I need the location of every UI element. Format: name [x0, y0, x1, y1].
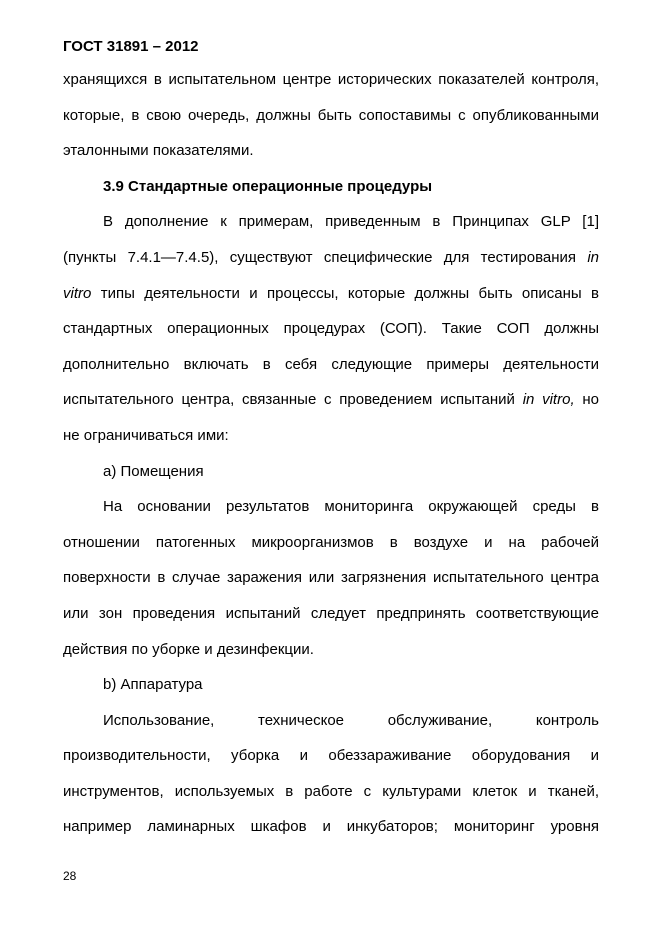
section-heading: 3.9 Стандартные операционные процедуры — [103, 177, 433, 195]
text-line: отношении патогенных микроорганизмов в воздухе и на рабочей — [63, 533, 599, 551]
text-line — [63, 276, 599, 312]
text-line: дополнительно включать в себя следующие примеры деятельности — [63, 355, 599, 373]
text-line — [63, 382, 599, 418]
text-line: которые, в свою очередь, должны быть сопоставимы с опубликованными — [63, 106, 599, 124]
text-line: или зон проведения испытаний следует предпринять соответствующие — [63, 604, 599, 622]
text-span: (пункты 7.4.1—7.4.5), существуют специфические для тестирования — [63, 248, 577, 266]
text-line: Использование, техническое обслуживание, контроль — [103, 711, 599, 729]
text-line: например ламинарных шкафов и инкубаторов; мониторинг уровня — [63, 818, 599, 836]
paragraph-premises — [63, 489, 599, 667]
italic-term: in — [587, 248, 600, 266]
text-line: В дополнение к примерам, приведенным в Принципах GLP [1] — [103, 213, 599, 231]
paragraph-equipment — [63, 703, 599, 845]
italic-term: in vitro, — [522, 391, 575, 409]
text-span: типы деятельности и процессы, которые должны быть описаны в — [100, 284, 600, 302]
text-line: хранящихся в испытательном центре исторических показателей контроля, — [63, 71, 599, 88]
paragraph-sop-intro — [63, 204, 599, 453]
text-line: действия по уборке и дезинфекции. — [63, 640, 314, 658]
page-number: 28 — [63, 869, 77, 883]
text-line: инструментов, используемых в работе с культурами клеток и тканей, — [63, 782, 599, 800]
text-span: испытательного центра, связанные с проведением испытаний — [63, 391, 515, 409]
list-item-a: a) Помещения — [103, 462, 204, 480]
text-line: не ограничиваться ими: — [63, 426, 229, 444]
italic-term: vitro — [63, 284, 92, 302]
list-item-b: b) Аппаратура — [103, 676, 203, 694]
text-line: поверхности в случае заражения или загрязнения испытательного центра — [63, 569, 599, 587]
paragraph-continuation — [63, 62, 599, 169]
text-span: но — [582, 391, 599, 409]
body-text — [63, 62, 599, 845]
text-line: На основании результатов мониторинга окружающей среды в — [103, 498, 599, 516]
text-line: эталонными показателями. — [63, 142, 254, 160]
text-line: стандартных операционных процедурах (СОП). Такие СОП должны — [63, 320, 599, 338]
text-line — [63, 240, 599, 276]
text-line: производительности, уборка и обеззараживание оборудования и — [63, 747, 599, 765]
page-header: ГОСТ 31891 – 2012 — [63, 38, 199, 55]
